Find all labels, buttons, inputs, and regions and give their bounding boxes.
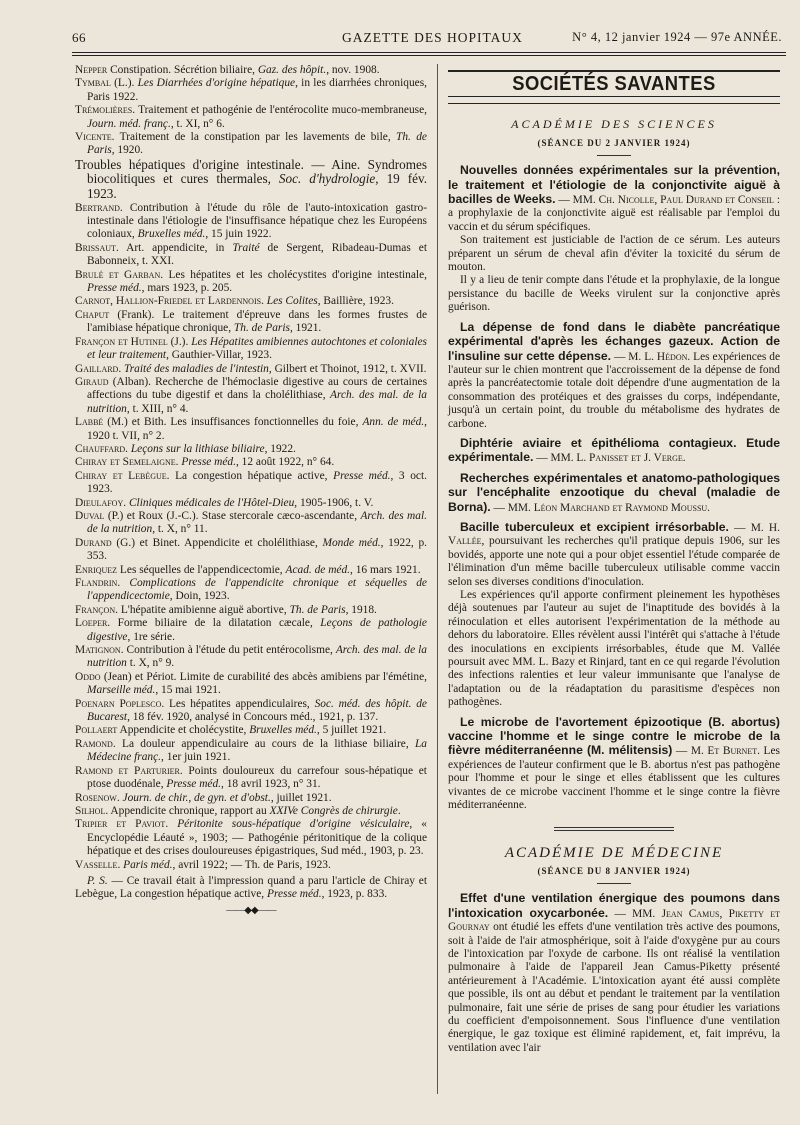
article-body: Les expériences de l'auteur sur le chien montrent que l'accroissement de la dépense de fond après la pancréatectomie totale doit dépendre d'une augmentation de la consommation des protéiques et des graisses du corps, indépendante, jusqu'à un certain point, du trouble du métabolisme des hydrates de carbone. [448,350,780,430]
reference-author: Gaillard [75,362,119,375]
article-heading: Effet d'une ventilation énergique des poumons dans l'intoxication oxycarbonée. [448,891,780,920]
article-heading: Diphtérie aviaire et épithélioma contagieux. Etude expérimentale. [448,435,780,465]
reference-source: Arch. des mal. de la nutrition [87,644,427,670]
article-authors: — MM. Jean Camus, Piketty et Gournay [448,907,780,934]
reference-details: , Gauthier-Villar, 1923. [166,349,272,362]
article-paragraph [448,521,780,589]
article-paragraph [448,892,780,1055]
reference-details: , 1922. [264,442,296,455]
reference-details: , 16 mars 1921. [350,563,421,576]
reference-entry [75,510,427,537]
reference-entry [75,805,427,818]
reference-details: , 1920 t. VII, n° 2. [87,416,427,442]
reference-text: . La douleur appendiculaire au cours de la lithiase biliaire, [112,737,415,750]
reference-author: Labbé [75,416,104,429]
reference-details: , 18 fév. 1920, analysé in Concours méd., 1921, p. 137. [127,711,379,724]
reference-entry [75,470,427,497]
reference-details: , Baillière, 1923. [317,295,394,308]
reference-source: Gaz. des hôpit. [257,64,327,76]
reference-details: , 1re série. [127,630,175,643]
reference-text: . Les hépatites appendiculaires, [161,697,315,710]
postscript-end: , 1923, p. 833. [321,888,388,901]
reference-text: . [261,295,267,308]
reference-entry [75,376,427,416]
reference-author: Chaput [75,308,110,321]
article-body: Son traitement est justiciable de l'action de ce sérum. Les auteurs préparent un sérum de cheval afin d'éviter la toxicité du sérum de mouton. [448,234,780,274]
reference-text: Appendicite et cholécystite, [117,724,250,737]
reference-source: La Médecine franç. [87,737,427,764]
society-title-medecine: ACADÉMIE DE MÉDECINE [504,844,724,861]
reference-author: Flandrin [75,577,118,589]
article-authors: — M. H. Vallée, [448,521,781,548]
reference-details: , nov. 1908. [326,64,380,76]
reference-text: . [165,818,178,831]
reference-author: Pollaert [75,724,118,737]
article-body: Il y a lieu de tenir compte dans l'étude et la prophylaxie, de la longue persistance du bacille de Weeks virulent sur la conjonctive après guérison. [448,274,780,314]
article-heading: Recherches expérimentales et anatomo-pathologiques sur l'encéphalite enzootique du cheval (maladie de Borna). [448,470,780,514]
reference-entry [75,765,427,792]
section-separator-rule [554,827,674,831]
reference-author: Ramond et Parturier [75,764,180,777]
reference-source: Bruxelles méd. [137,228,206,241]
reference-source: Soc. d'hydrologie [278,171,376,187]
session-date-2: (SÉANCE DU 8 JANVIER 1924) [537,865,691,876]
article-paragraph [448,234,780,274]
reference-entry [75,792,427,805]
reference-author: Oddo [75,670,101,683]
reference-entry [75,309,427,336]
section-title: SOCIÉTÉS SAVANTES [512,73,716,95]
reference-source: Marseille méd. [87,684,156,697]
reference-details: , Gilbert et Thoinot, 1912, t. XVII. [268,362,427,375]
reference-details: , 15 mai 1921. [155,684,221,697]
reference-text: Troubles hépatiques d'origine intestinale. — Aine. Syndromes biocolitiques et cures thermales, [75,156,427,187]
article-paragraph [448,321,780,431]
reference-text: . La congestion hépatique active, [166,469,334,482]
reference-details: de Sergent, Ribadeau-Dumas et Babonneix, t. XXI. [87,241,427,268]
reference-entry [75,564,427,577]
reference-details: , 5 juillet 1921. [316,724,387,737]
reference-entry [75,604,427,617]
article-body: : a prophylaxie de la conjonctivite aiguë est réalisable par l'emploi du vaccin et du sérum spécifiques. [448,194,780,233]
article-heading: Nouvelles données expérimentales sur la prévention, le traitement et l'étiologie de la conjonctivite aiguë à bacilles de Weeks. [448,163,780,207]
reference-entry [75,577,427,604]
session-separator [597,155,631,156]
article-paragraph [448,589,780,710]
reference-entry [75,77,427,104]
reference-text: . Les hépatites et les cholécystites d'origine intestinale, [160,268,427,281]
reference-source: Monde méd. [322,536,381,549]
reference-author: Enriquez [75,563,118,576]
reference-author: Poenarn Poplesco [75,697,162,710]
reference-text: . Contribution à l'étude du petit entérocolisme, [120,644,336,657]
reference-author: Tripier et Paviot [75,818,166,831]
right-column [448,64,780,1055]
reference-source: Th. de Paris [87,131,427,157]
reference-text: . Art. appendicite, in [115,241,233,254]
article-authors: — M. L. Hédon. [611,350,691,363]
issue-info: N° 4, 12 janvier 1924 — 97e ANNÉE. [572,30,782,44]
article-authors: — MM. L. Panisset et J. Verge. [533,452,686,465]
reference-text: (G.) et Binet. Appendicite et cholélithiase, [111,536,323,549]
reference-details: , 12 août 1922, n° 64. [235,456,335,469]
session-date-1: (SÉANCE DU 2 JANVIER 1924) [537,137,691,148]
page-number: 66 [72,30,86,45]
reference-author: Ramond [75,737,113,750]
reference-details: , 1920. [111,144,144,157]
reference-source: Soc. méd. des hôpit. de Bucarest [87,697,427,724]
reference-entry [75,64,427,77]
reference-entry [75,698,427,725]
reference-source: Th. de Paris [233,322,290,335]
end-ornament: ——◆◆—— [226,904,276,916]
reference-text: . Traitement de la constipation par les lavements de bile, [111,131,397,144]
reference-entry [75,818,427,858]
reference-entry [75,671,427,698]
reference-author: Trémolières [75,104,133,117]
section-rule [448,103,780,104]
article-authors: — MM. Léon Marchand et Raymond Moussu. [490,501,711,514]
reference-text: . [175,456,182,469]
reference-details: , t. XI, n° 6. [170,117,225,130]
postscript-lead: P. S. [87,874,108,887]
reference-source: Th. de Paris [289,603,346,616]
reference-text: (Jean) et Périot. Limite de curabilité des abcès amibiens par l'émétine, [100,670,427,683]
reference-entry [75,456,427,469]
article-authors: — M. Et Burnet. [672,745,760,758]
reference-author: Chiray et Semelaigne [75,456,176,469]
article-heading: Le microbe de l'avortement épizootique (B. abortus) vaccine l'homme et le singe contre le microbe de la fièvre méditerranéenne (M. mélitensis) [448,714,780,758]
article-body: poursuivant les recherches qu'il pratique depuis 1906, sur les bovidés, apporte une note qui a pour objet essentiel l'étude comparée de l'élimination d'un même bacille tuberculeux utilisable comme vaccin selon ses diverses conditions d'inoculation. [448,535,780,588]
reference-text: . Traitement et pathogénie de l'entérocolite muco-membraneuse, [132,104,427,117]
reference-entry [75,295,427,308]
reference-source: Acad. de méd. [285,563,351,576]
reference-source: Les Hépatites amibiennes autochtones et coloniales et leur traitement [87,335,427,362]
header-rule-double [72,55,786,56]
reference-author: Chiray et Lebègue [75,469,167,482]
reference-text: (P.) et Roux (J.-C.). Stase stercorale cæco-ascendante, [104,509,361,522]
reference-source: Leçons de pathologie digestive [87,617,427,643]
reference-text: Les séquelles de l'appendicectomie, [117,563,286,576]
article-body: Les expériences qu'il apporte confirment pleinement les hypothèses déjà soutenues par l'auteur au sujet de l'inaptitude des bovidés à la réinoculation et elles autorisent l'expérimentation de la méthode au dehors du laboratoire. Elles révèlent aussi l'intérêt qui s'attache à l'étude des inoculations en excipients irrésorbables, étude que M. Vallée poursuit avec MM. L. Bazy et Rinjard, tant en ce qui regarde l'évolution des infections ralenties et leur valeur immunisante que l'analyse de l'adaptation ou de la réadaptation du parasitisme d'espèces non pathogènes. [448,589,780,709]
reference-details: , t. X, n° 11. [152,523,208,536]
reference-source: Presse méd. [181,456,236,469]
reference-text: . [117,577,130,589]
reference-details: , 1905-1906, t. V. [294,496,374,509]
reference-source: Leçons sur la lithiase biliaire [130,442,265,455]
reference-author: Loeper [75,617,108,630]
reference-entry [75,617,427,644]
reference-entry [75,202,427,242]
reference-details: , Doin, 1923. [169,590,230,603]
reference-author: Chauffard [75,442,126,455]
postscript [75,875,427,902]
reference-entry [75,158,427,202]
reference-entry [75,724,427,737]
session-separator-2 [597,883,631,884]
postscript-text: — Ce travail était à l'impression quand a paru l'article de Chiray et Lebègue, La congestion hépatique active, [75,874,427,901]
reference-text: (Frank). Le traitement d'épreuve dans les formes frustes de l'amibiase hépatique chronique, [87,308,427,335]
article-body: Les expériences de l'auteur confirment que le B. abortus n'est pas pathogène pour l'homme et pour le singe et elles établissent que les cultures vivantes de ce microbe vaccinent l'homme et le singe contre la fièvre méditerranéenne. [448,745,780,812]
article-body: ont étudié les effets d'une ventilation très active des poumons, soit à l'aide de l'air atmosphérique, soit à l'aide d'oxygène pur au cours de l'intoxication par l'oxyde de carbone. Ils ont réalisé la ventilation pulmonaire à l'aide de l'appareil Jean Camus-Piketty présenté antérieurement à l'Académie. L'intoxication ayant été aussi complète que possible, ils ont au début et pendant le traitement par la ventilation pulmonaire, fait une série de prises de sang pour étudier les variations du coefficient d'empoisonnement. Sous l'influence d'une ventilation énergique, le gaz toxique est éliminé rapidement, et, fait imprévu, la ventilation avec l'air [448,921,780,1054]
reference-entry [75,537,427,564]
reference-details: , 3 oct. 1923. [87,469,427,496]
reference-entry [75,738,427,765]
reference-text: . Contribution à l'étude du rôle de l'auto-intoxication gastro-intestinale dans l'étiologie de l'insuffisance hépatique chez les Européens coloniaux, [87,201,427,241]
reference-author: Brissaut [75,241,116,254]
article-paragraph [448,164,780,234]
reference-author: Giraud [75,375,109,388]
reference-text: (M.) et Bith. Les insuffisances fonctionnelles du foie, [103,416,363,429]
reference-entry [75,104,427,131]
running-head [72,30,782,50]
reference-author: Dieulafoy [75,496,124,509]
postscript-journal: Presse méd. [266,888,322,901]
reference-author: Carnot, Hallion-Friedel et Lardennois [75,295,262,308]
reference-author: Duval [75,509,105,522]
reference-entry [75,363,427,376]
reference-text: . [116,791,123,804]
reference-source: Les Colites [266,295,318,308]
reference-source: Bruxelles méd. [249,724,317,737]
reference-list [75,64,427,872]
articles-sciences [448,164,780,812]
reference-details: , 15 juin 1922. [205,228,272,241]
article-paragraph [448,437,780,466]
reference-details: , 1er juin 1921. [161,751,231,764]
reference-details: . [397,804,401,817]
reference-text: (J.). [167,335,192,348]
reference-text: . [118,362,125,375]
reference-details: , t. XIII, n° 4. [126,402,189,415]
section-header-box [448,70,780,97]
articles-medecine [448,892,780,1055]
article-heading: La dépense de fond dans le diabète pancréatique expérimental d'après les échanges gazeux. Action de l'insuline sur cette dépense. [448,319,780,363]
reference-text: . Appendicite chronique, rapport au [105,804,270,817]
reference-details: , 1918. [345,603,377,616]
reference-author: Durand [75,536,112,549]
reference-source: Traité des maladies de l'intestin [124,362,269,375]
reference-source: Traité [232,241,260,254]
reference-source: Cliniques médicales de l'Hôtel-Dieu [128,496,295,509]
reference-details: , 1922, p. 353. [87,536,427,563]
header-rule [72,52,786,53]
reference-source: Péritonite sous-hépatique d'origine vésiculaire [177,818,410,831]
article-paragraph [448,716,780,813]
reference-source: Journ. de chir., de gyn. et d'obst. [122,791,271,804]
reference-text: . [123,496,129,509]
reference-author: Vasselle [75,858,118,871]
reference-details: , 18 avril 1923, n° 31. [221,778,321,791]
reference-details: , avril 1922; — Th. de Paris, 1923. [172,858,331,871]
reference-text: . [117,858,124,871]
reference-author: Silhol [75,804,106,817]
journal-title: GAZETTE DES HOPITAUX [342,30,523,45]
reference-author: Tymbal [75,77,111,90]
reference-entry [75,416,427,443]
reference-source: Arch. des mal. de la nutrition [87,389,427,415]
column-divider [437,64,438,1094]
reference-details: t. X, n° 9. [126,657,175,670]
article-paragraph [448,472,780,515]
reference-author: Nepper [75,64,108,76]
reference-details: , juillet 1921. [270,791,332,804]
reference-source: Presse méd. [166,778,222,791]
reference-details: , 19 fév. 1923. [87,171,428,202]
reference-source: Presse méd. [87,282,142,295]
reference-entry [75,497,427,510]
reference-text: (L.). [110,77,138,90]
reference-entry [75,269,427,296]
reference-entry [75,336,427,363]
reference-source: XXIVe Congrès de chirurgie [269,804,398,817]
reference-author: Vicente [75,131,112,144]
reference-author: Françon [75,603,116,616]
reference-source: Complications de l'appendicite chronique et séquelles de l'appendicectomie [87,577,427,603]
reference-details: , 1921. [289,322,322,335]
reference-details: , mars 1923, p. 205. [141,282,233,295]
article-authors: — MM. Ch. Nicolle, Paul Durand et Conseil [555,194,774,207]
reference-details: , in les diarrhées chroniques, Paris 1922. [87,77,427,103]
society-title-sciences: ACADÉMIE DES SCIENCES [511,117,717,132]
reference-author: Brulé et Garban [75,268,161,281]
article-heading: Bacille tuberculeux et excipient irrésorbable. [460,519,729,534]
reference-text: . Forme biliaire de la dilatation cæcale, [107,617,321,630]
reference-author: Bertrand [75,201,120,214]
reference-source: Journ. méd. franç. [87,117,171,130]
reference-source: Les Diarrhées d'origine hépatique [137,77,296,90]
reference-entry [75,131,427,158]
left-column [75,64,427,917]
reference-text: . Points douloureux du carrefour sous-hépatique et ptose duodénale, [87,764,427,791]
reference-text: (Alban). Recherche de l'hémoclasie digestive au cours de certaines affections du tube digestif et dans la cholélithiase, [87,375,427,402]
reference-author: Rosenow [75,791,117,804]
reference-entry [75,242,427,269]
reference-author: Matignon [75,644,121,657]
reference-source: Ann. de méd. [362,416,425,429]
reference-text: Constipation. Sécrétion biliaire, [107,64,258,76]
reference-source: Paris méd. [123,858,173,871]
article-paragraph [448,274,780,314]
reference-entry [75,859,427,872]
reference-entry [75,443,427,456]
reference-source: Presse méd. [333,469,391,482]
reference-entry [75,644,427,671]
reference-text: . L'hépatite amibienne aiguë abortive, [115,603,290,616]
reference-details: , « Encyclopédie Léauté », 1903; — Pathogénie péritonitique de la colique hépatique et des crises douloureuses épigastriques, Sud méd., 1903, p. 23. [87,818,427,858]
reference-author: Françon et Hutinel [75,335,168,348]
reference-source: Arch. des mal. de la nutrition [87,509,427,536]
reference-text: . [125,442,131,455]
